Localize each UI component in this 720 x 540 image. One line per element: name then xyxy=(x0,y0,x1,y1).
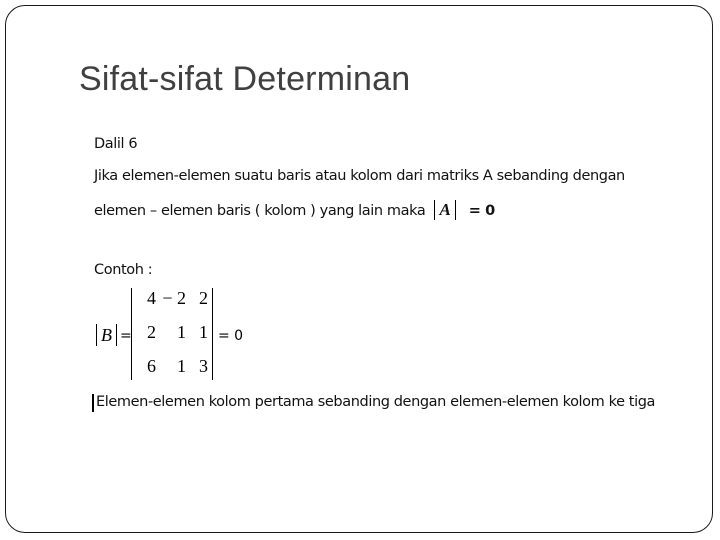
text-cursor xyxy=(92,394,94,412)
matrix-cell: 2 xyxy=(199,288,208,308)
theorem-line-1: Jika elemen-elemen suatu baris atau kolom dari matriks A sebanding dengan xyxy=(94,168,625,184)
equals-zero: = 0 xyxy=(468,203,495,219)
slide-title: Sifat-sifat Determinan xyxy=(79,60,411,98)
matrix-cell: 1 xyxy=(177,356,186,376)
matrix-b xyxy=(131,288,213,380)
matrix-cell: 6 xyxy=(147,356,156,376)
theorem-line-2 xyxy=(94,200,495,220)
matrix-cell: 1 xyxy=(199,322,208,342)
matrix-cell: 2 xyxy=(147,322,156,342)
example-heading: Contoh : xyxy=(94,262,153,278)
matrix-cell: 3 xyxy=(199,356,208,376)
determinant-a: A xyxy=(434,200,457,220)
theorem-heading: Dalil 6 xyxy=(94,136,138,152)
example-determinant xyxy=(94,288,294,388)
theorem-line-2-text: elemen – elemen baris ( kolom ) yang lain maka xyxy=(94,203,426,219)
result-zero: = 0 xyxy=(218,328,244,344)
matrix-cell: − 2 xyxy=(162,288,186,308)
equals-sign: = xyxy=(120,328,132,344)
determinant-b: B xyxy=(96,324,117,346)
matrix-cell: 4 xyxy=(147,288,156,308)
conclusion-text: Elemen-elemen kolom pertama sebanding dengan elemen-elemen kolom ke tiga xyxy=(96,394,656,410)
matrix-cell: 1 xyxy=(177,322,186,342)
